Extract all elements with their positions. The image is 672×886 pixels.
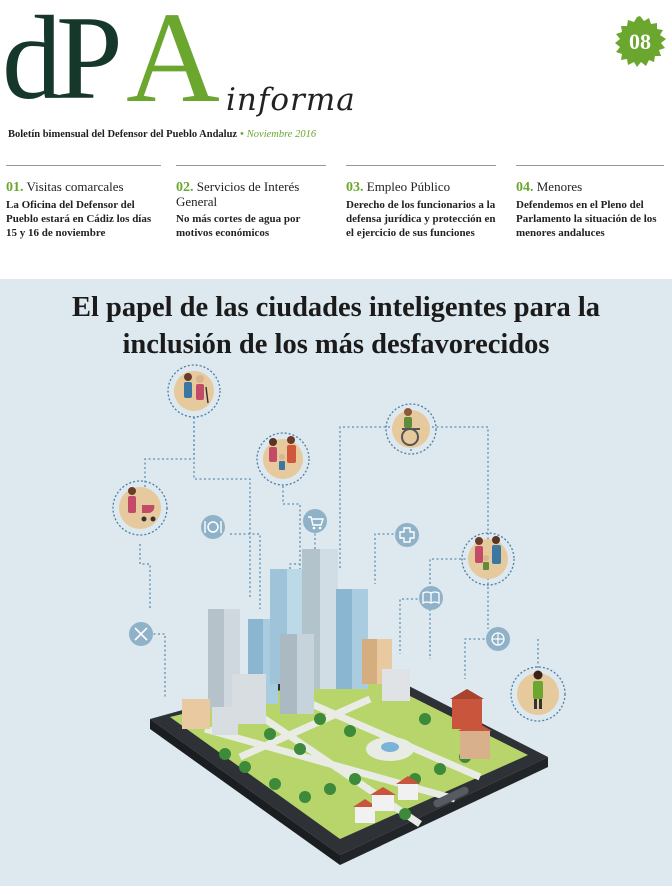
feature-illustration — [0, 279, 672, 886]
section-heading — [176, 180, 326, 209]
headline-line-1: El papel de las ciudades inteligentes para la — [71, 292, 601, 323]
sections-row — [0, 165, 672, 265]
section-title: Menores — [536, 179, 583, 194]
sports-ball-icon — [486, 627, 510, 651]
medical-cross-icon — [395, 523, 419, 547]
section-number: 03. — [346, 180, 364, 195]
library-book-icon — [419, 586, 443, 610]
section-number: 01. — [6, 180, 24, 195]
logo-a: A — [126, 0, 220, 130]
shopping-cart-icon — [303, 509, 327, 533]
masthead-subtitle — [8, 129, 316, 140]
logo-dp: dP — [2, 0, 117, 124]
section-body: Defendemos en el Pleno del Parlamento la situación de los menores andaluces — [516, 199, 657, 239]
subtitle-text: Boletín bimensual del Defensor del Pueblo Andaluz — [8, 129, 238, 140]
section-01[interactable] — [6, 165, 161, 240]
masthead-logo — [2, 0, 422, 130]
section-heading — [6, 180, 161, 195]
subtitle-separator: • — [240, 129, 244, 140]
section-body: La Oficina del Defensor del Pueblo estará en Cádiz los días 15 y 16 de noviembre — [6, 199, 152, 239]
section-04[interactable] — [516, 165, 664, 240]
headline-line-2: inclusión de los más desfavorecidos — [122, 329, 550, 360]
section-body: Derecho de los funcionarios a la defensa jurídica y protección en el ejercicio de sus funciones — [346, 199, 496, 239]
section-02[interactable] — [176, 165, 326, 240]
section-title: Visitas comarcales — [26, 179, 124, 194]
section-rule — [516, 165, 664, 166]
section-title: Empleo Público — [366, 179, 451, 194]
woman-icon — [511, 667, 565, 721]
issue-number: 08 — [629, 29, 651, 54]
section-number: 02. — [176, 180, 194, 195]
section-rule — [6, 165, 161, 166]
section-heading — [346, 180, 496, 195]
section-03[interactable] — [346, 165, 496, 240]
tools-icon — [129, 622, 153, 646]
parents-with-child-icon — [462, 533, 514, 585]
mother-with-stroller-icon — [113, 481, 167, 535]
section-heading — [516, 180, 664, 195]
wheelchair-user-icon — [386, 404, 436, 454]
section-rule — [346, 165, 496, 166]
logo-informa: informa — [226, 82, 356, 118]
restaurant-icon — [201, 515, 225, 539]
family-icon — [257, 433, 309, 485]
section-body: No más cortes de agua por motivos económicos — [176, 213, 301, 239]
section-title: Servicios de Interés General — [176, 179, 300, 209]
elderly-people-icon — [168, 365, 220, 417]
section-rule — [176, 165, 326, 166]
section-number: 04. — [516, 180, 534, 195]
smart-city-art — [0, 279, 672, 886]
issue-date: Noviembre 2016 — [246, 129, 317, 140]
